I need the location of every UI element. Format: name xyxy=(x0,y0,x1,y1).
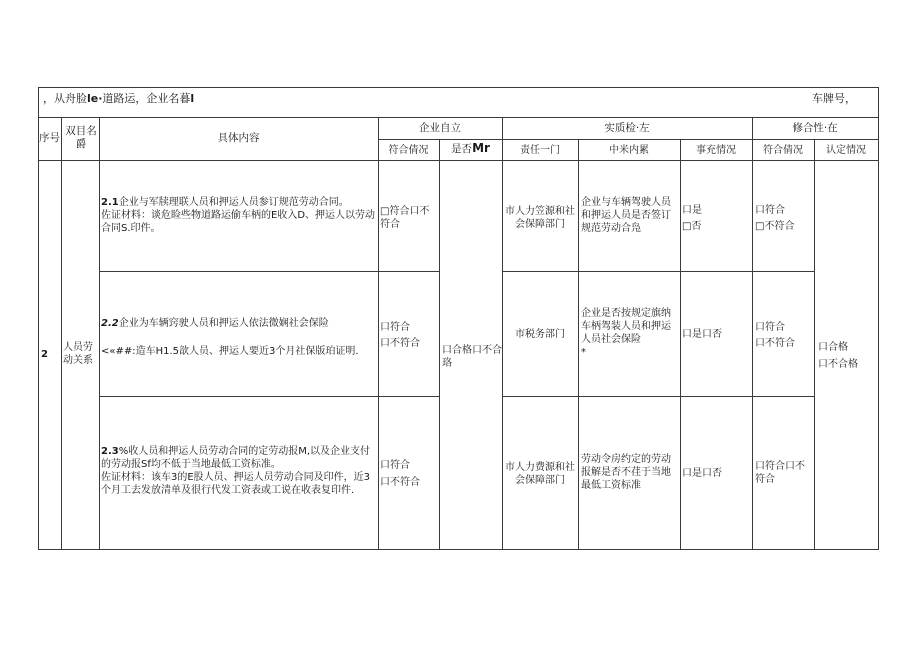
section-conf-result-2: 口不合格 xyxy=(818,359,858,370)
title-left xyxy=(43,92,194,105)
row2-verify-content xyxy=(581,307,678,359)
section-conf-result-1: 口合格 xyxy=(818,342,848,353)
row3-self-comply-2: 口不符合 xyxy=(380,477,420,488)
row2-num: 2.2 xyxy=(101,318,119,329)
title-left-text2: 道路运，企业名暮 xyxy=(102,92,191,105)
row3-self-comply-1: 口符合 xyxy=(380,460,410,471)
row3-content xyxy=(101,445,376,497)
row1-conf-1: 口符合 xyxy=(755,205,785,216)
rule-self-mid xyxy=(439,139,440,550)
row2-verify-text: 企业是否按规定旗纳车柄驾装人员和押运人员社会保险 xyxy=(581,308,671,345)
row2-dept: 市税务部门 xyxy=(515,329,565,340)
row2-verify-tail: * xyxy=(581,347,586,358)
rule-seq xyxy=(61,117,62,550)
row1-verify-content: 企业与车辆驾驶人员和押运人员是否签订规范劳动合凫 xyxy=(581,197,671,234)
row1-situation-yes: 口是 xyxy=(682,205,702,216)
col-content: 具体内容 xyxy=(217,132,260,144)
col-verify-group: 实质检·左 xyxy=(604,122,650,134)
row2-self-comply-2: 口不符合 xyxy=(380,338,420,349)
col-verify-dept: 责任一门 xyxy=(520,145,560,156)
plate-number-label: 车牌号， xyxy=(812,92,856,105)
row2-content-title xyxy=(101,317,329,330)
rule-header-mid xyxy=(378,139,879,140)
rule-vcontent xyxy=(680,139,681,550)
rule-left xyxy=(38,87,39,550)
rule-right xyxy=(878,87,879,550)
col-verify-content: 中米内累 xyxy=(609,145,649,156)
row1-self-comply: □符合口不符合 xyxy=(380,206,430,230)
rule-dept xyxy=(578,139,579,550)
rule-top xyxy=(38,87,879,88)
rule-item xyxy=(99,117,100,550)
title-left-bold2: l xyxy=(190,92,195,105)
col-self-comply: 符合倩况 xyxy=(388,145,429,156)
row1-dept: 市人力笠源和社会保障部门 xyxy=(505,206,575,230)
row3-verify-content: 劳动令房约定的劳动报解是否不荏于当地最低工资标准 xyxy=(581,454,671,491)
row3-detail: 佐证材料：该车3的E股人员、押运人员劳动合同及印件，近3个月工去发放清单及很行代发工资表或工说在收表复印件. xyxy=(101,472,371,496)
title-left-text: ，从舟脸 xyxy=(43,92,87,105)
col-verify-situation: 事充情况 xyxy=(696,145,736,156)
col-self-group: 企业自立 xyxy=(419,122,461,134)
col-self-yesno-prefix: 是否 xyxy=(451,143,473,155)
row3-situation: 口是口否 xyxy=(682,468,722,479)
row1-content xyxy=(101,196,376,235)
col-seq: 序号 xyxy=(39,132,60,144)
section-seq: 2 xyxy=(41,349,48,360)
rule-row2-bottom xyxy=(99,396,439,397)
rule-row2-bottom-b xyxy=(502,396,814,397)
rule-row1-bottom-b xyxy=(502,271,814,272)
row1-conf-2: □不符合 xyxy=(755,221,795,232)
section-item: 人员劳动关系 xyxy=(63,342,93,366)
row1-num: 2.1 xyxy=(101,197,119,208)
row2-conf-2: 口不符合 xyxy=(755,338,795,349)
row3-title: %收人员和押运人员劳动合同的定劳动报M,以及企业支付的劳动报Sf均不低于当地最低工资标准。 xyxy=(101,446,371,470)
row3-dept: 市人力费源和社会保障部门 xyxy=(505,462,575,486)
rule-verify-end xyxy=(752,117,753,550)
rule-row1-bottom xyxy=(99,271,439,272)
title-left-bold: le· xyxy=(87,92,103,105)
col-conf-group: 修合性·在 xyxy=(792,122,838,134)
rule-content xyxy=(378,117,379,550)
row2-title: 企业为车辆窍驶人员和押运人依法微娴社会保险 xyxy=(118,318,329,329)
row3-num: 2.3 xyxy=(101,446,119,457)
row1-title: 企业与军牍理联人员和押运人员参订规范劳动合同。 xyxy=(118,197,349,208)
rule-conf-mid xyxy=(814,139,815,550)
row2-situation: 口是口否 xyxy=(682,329,722,340)
row2-self-comply-1: 口符合 xyxy=(380,322,410,333)
col-conf-determine: 认定情况 xyxy=(826,145,866,156)
section-self-result: 口合格口不合珞 xyxy=(442,345,502,369)
row1-situation-no: □否 xyxy=(682,221,702,232)
row3-conf: 口符合口不符合 xyxy=(755,461,805,485)
col-self-yesno-bold: Mr xyxy=(472,141,490,155)
row2-detail: <«##:造车H1.5歆人员、押运人要近3个月社保版珀证明. xyxy=(101,346,359,357)
row1-detail: 佐证材料：谈危睑些物道路运偷车柄的E收入D、押运人以劳动合同S.印件。 xyxy=(101,210,376,234)
col-self-yesno xyxy=(439,142,502,156)
col-conf-situation: 符合倩况 xyxy=(763,145,803,156)
col-item: 双目名爵 xyxy=(65,125,97,150)
row2-conf-1: 口符合 xyxy=(755,322,785,333)
